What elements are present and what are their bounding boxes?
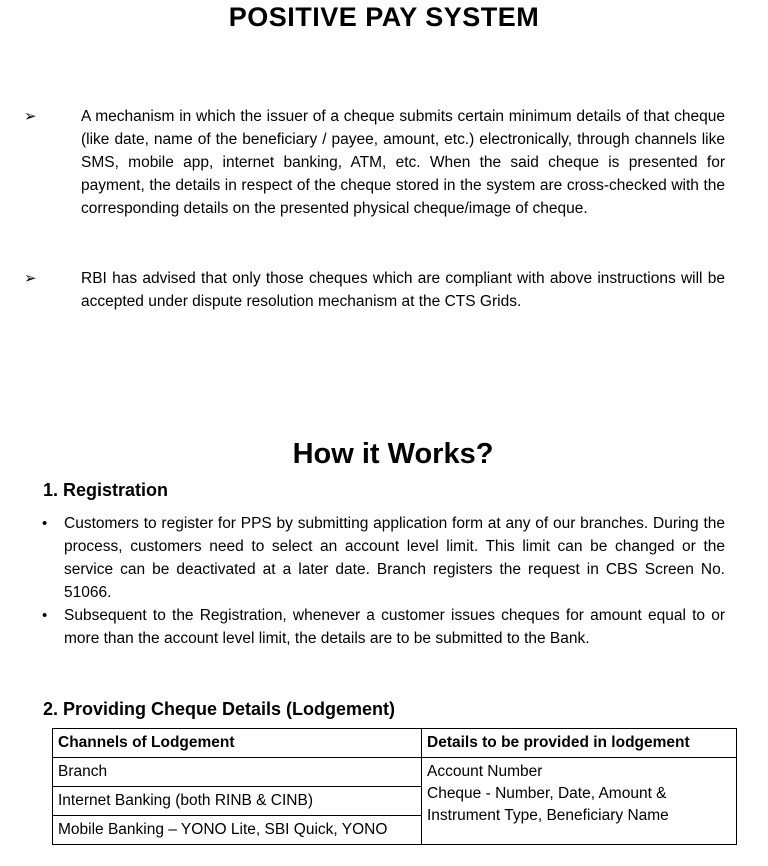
bullet-dot-icon: • (42, 607, 48, 624)
registration-bullet-1: Customers to register for PPS by submitting application form at any of our branches. During the process, customers need to select an account level limit. This limit can be changed or the service can be deactivated at a later date. Branch registers the request in CBS Screen No. 51066. (64, 515, 725, 601)
lodgement-heading: 2. Providing Cheque Details (Lodgement) (43, 699, 396, 719)
arrow-bullet-icon: ➢ (24, 108, 37, 125)
details-line: Account Number (427, 763, 543, 780)
channel-cell: Internet Banking (both RINB & CINB) (53, 787, 422, 816)
table-header-row (53, 729, 737, 758)
intro-paragraph-mechanism: A mechanism in which the issuer of a cheque submits certain minimum details of that cheque (like date, name of the beneficiary / payee, amount, etc.) electronically, through channels like SMS, mobile app, internet banking, ATM, etc. When the said cheque is presented for payment, the details in respect of the cheque stored in the system are cross-checked with the corresponding details on the presented physical cheque/image of cheque. (81, 108, 725, 217)
arrow-bullet-icon: ➢ (24, 270, 37, 287)
intro-paragraph-rbi: RBI has advised that only those cheques which are compliant with above instructions will be accepted under dispute resolution mechanism at the CTS Grids. (81, 270, 725, 310)
page-title: POSITIVE PAY SYSTEM (228, 2, 540, 32)
lodgement-table (52, 728, 737, 845)
details-cell (422, 758, 737, 845)
details-line: Cheque - Number, Date, Amount & Instrument Type, Beneficiary Name (427, 785, 669, 824)
table-row (53, 758, 737, 787)
how-it-works-heading: How it Works? (292, 438, 494, 470)
bullet-dot-icon: • (42, 515, 48, 532)
table-header-details: Details to be provided in lodgement (422, 729, 737, 758)
registration-heading: 1. Registration (43, 480, 169, 500)
table-header-channels: Channels of Lodgement (53, 729, 422, 758)
registration-bullet-2: Subsequent to the Registration, whenever a customer issues cheques for amount equal to or more than the account level limit, the details are to be submitted to the Bank. (64, 607, 725, 647)
channel-cell: Mobile Banking – YONO Lite, SBI Quick, YONO (53, 816, 422, 845)
channel-cell: Branch (53, 758, 422, 787)
